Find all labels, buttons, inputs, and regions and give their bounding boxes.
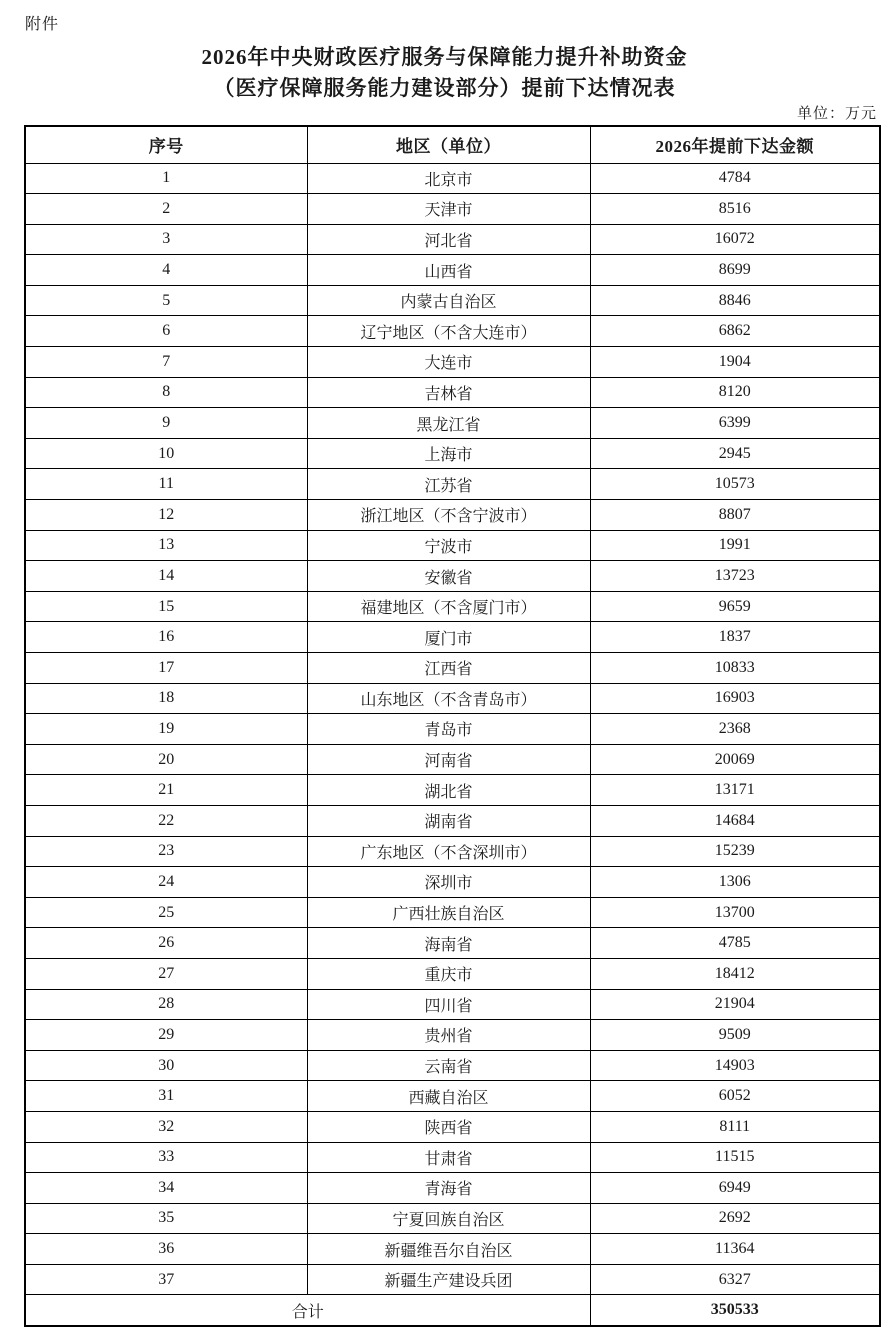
region-cell: 河南省 xyxy=(307,744,590,775)
region-cell: 新疆维吾尔自治区 xyxy=(307,1234,590,1265)
region-cell: 黑龙江省 xyxy=(307,408,590,439)
serial-number-cell: 14 xyxy=(25,561,307,592)
table-row xyxy=(25,255,880,286)
region-cell: 广东地区（不含深圳市） xyxy=(307,836,590,867)
region-cell: 甘肃省 xyxy=(307,1142,590,1173)
table-row xyxy=(25,316,880,347)
table-row xyxy=(25,928,880,959)
table-row xyxy=(25,683,880,714)
region-cell: 厦门市 xyxy=(307,622,590,653)
region-cell: 湖北省 xyxy=(307,775,590,806)
table-row xyxy=(25,1050,880,1081)
region-cell: 四川省 xyxy=(307,989,590,1020)
amount-cell: 14684 xyxy=(590,805,880,836)
table-header-row xyxy=(25,126,880,163)
serial-number-cell: 19 xyxy=(25,714,307,745)
serial-number-cell: 26 xyxy=(25,928,307,959)
table-row xyxy=(25,1203,880,1234)
region-cell: 福建地区（不含厦门市） xyxy=(307,591,590,622)
table-footer xyxy=(25,1295,880,1326)
serial-number-cell: 18 xyxy=(25,683,307,714)
amount-cell: 1837 xyxy=(590,622,880,653)
amount-cell: 6862 xyxy=(590,316,880,347)
serial-number-cell: 28 xyxy=(25,989,307,1020)
serial-number-cell: 3 xyxy=(25,224,307,255)
serial-number-cell: 33 xyxy=(25,1142,307,1173)
amount-cell: 8846 xyxy=(590,285,880,316)
region-cell: 海南省 xyxy=(307,928,590,959)
region-cell: 内蒙古自治区 xyxy=(307,285,590,316)
region-cell: 山西省 xyxy=(307,255,590,286)
amount-cell: 13700 xyxy=(590,897,880,928)
table-row xyxy=(25,1081,880,1112)
amount-cell: 10573 xyxy=(590,469,880,500)
region-cell: 深圳市 xyxy=(307,867,590,898)
serial-number-cell: 6 xyxy=(25,316,307,347)
amount-cell: 16072 xyxy=(590,224,880,255)
table-row xyxy=(25,591,880,622)
amount-cell: 8516 xyxy=(590,194,880,225)
amount-cell: 2368 xyxy=(590,714,880,745)
table-row xyxy=(25,347,880,378)
table-row xyxy=(25,408,880,439)
table-row xyxy=(25,561,880,592)
total-label-cell: 合计 xyxy=(25,1295,590,1326)
serial-number-cell: 20 xyxy=(25,744,307,775)
header-serial-number: 序号 xyxy=(25,126,307,163)
region-cell: 山东地区（不含青岛市） xyxy=(307,683,590,714)
amount-cell: 1306 xyxy=(590,867,880,898)
serial-number-cell: 10 xyxy=(25,438,307,469)
serial-number-cell: 5 xyxy=(25,285,307,316)
amount-cell: 8807 xyxy=(590,500,880,531)
serial-number-cell: 29 xyxy=(25,1020,307,1051)
table-row xyxy=(25,836,880,867)
table-row xyxy=(25,224,880,255)
table-row xyxy=(25,194,880,225)
serial-number-cell: 9 xyxy=(25,408,307,439)
amount-cell: 4784 xyxy=(590,163,880,194)
table-row xyxy=(25,958,880,989)
serial-number-cell: 30 xyxy=(25,1050,307,1081)
header-region: 地区（单位） xyxy=(307,126,590,163)
page-title-line1: 2026年中央财政医疗服务与保障能力提升补助资金 xyxy=(201,45,688,69)
amount-cell: 6327 xyxy=(590,1264,880,1295)
amount-cell: 6399 xyxy=(590,408,880,439)
region-cell: 江西省 xyxy=(307,653,590,684)
table-header xyxy=(25,126,880,163)
table-row xyxy=(25,500,880,531)
table-row xyxy=(25,1111,880,1142)
serial-number-cell: 23 xyxy=(25,836,307,867)
amount-cell: 1904 xyxy=(590,347,880,378)
region-cell: 青岛市 xyxy=(307,714,590,745)
table-row xyxy=(25,1234,880,1265)
table-row xyxy=(25,469,880,500)
serial-number-cell: 37 xyxy=(25,1264,307,1295)
page-title xyxy=(0,42,889,104)
table-row xyxy=(25,377,880,408)
region-cell: 浙江地区（不含宁波市） xyxy=(307,500,590,531)
total-amount-cell: 350533 xyxy=(590,1295,880,1326)
serial-number-cell: 32 xyxy=(25,1111,307,1142)
serial-number-cell: 36 xyxy=(25,1234,307,1265)
region-cell: 江苏省 xyxy=(307,469,590,500)
serial-number-cell: 31 xyxy=(25,1081,307,1112)
amount-cell: 8111 xyxy=(590,1111,880,1142)
region-cell: 陕西省 xyxy=(307,1111,590,1142)
amount-cell: 8120 xyxy=(590,377,880,408)
region-cell: 西藏自治区 xyxy=(307,1081,590,1112)
region-cell: 宁波市 xyxy=(307,530,590,561)
table-row xyxy=(25,653,880,684)
serial-number-cell: 21 xyxy=(25,775,307,806)
table-row xyxy=(25,622,880,653)
allocation-table xyxy=(24,125,881,1327)
table-body xyxy=(25,163,880,1295)
amount-cell: 9509 xyxy=(590,1020,880,1051)
serial-number-cell: 34 xyxy=(25,1173,307,1204)
serial-number-cell: 24 xyxy=(25,867,307,898)
table-row xyxy=(25,1142,880,1173)
table-row xyxy=(25,867,880,898)
serial-number-cell: 25 xyxy=(25,897,307,928)
amount-cell: 14903 xyxy=(590,1050,880,1081)
serial-number-cell: 8 xyxy=(25,377,307,408)
region-cell: 广西壮族自治区 xyxy=(307,897,590,928)
amount-cell: 16903 xyxy=(590,683,880,714)
region-cell: 宁夏回族自治区 xyxy=(307,1203,590,1234)
table-row xyxy=(25,775,880,806)
amount-cell: 8699 xyxy=(590,255,880,286)
table-row xyxy=(25,897,880,928)
total-row xyxy=(25,1295,880,1326)
amount-cell: 13723 xyxy=(590,561,880,592)
region-cell: 辽宁地区（不含大连市） xyxy=(307,316,590,347)
region-cell: 河北省 xyxy=(307,224,590,255)
amount-cell: 13171 xyxy=(590,775,880,806)
region-cell: 重庆市 xyxy=(307,958,590,989)
unit-note: 单位：万元 xyxy=(796,106,877,122)
table-row xyxy=(25,163,880,194)
amount-cell: 2945 xyxy=(590,438,880,469)
serial-number-cell: 1 xyxy=(25,163,307,194)
table-row xyxy=(25,1020,880,1051)
amount-cell: 9659 xyxy=(590,591,880,622)
region-cell: 上海市 xyxy=(307,438,590,469)
table-row xyxy=(25,744,880,775)
table-row xyxy=(25,714,880,745)
serial-number-cell: 7 xyxy=(25,347,307,378)
serial-number-cell: 16 xyxy=(25,622,307,653)
amount-cell: 15239 xyxy=(590,836,880,867)
amount-cell: 20069 xyxy=(590,744,880,775)
table-row xyxy=(25,805,880,836)
region-cell: 湖南省 xyxy=(307,805,590,836)
region-cell: 新疆生产建设兵团 xyxy=(307,1264,590,1295)
page-title-line2: （医疗保障服务能力建设部分）提前下达情况表 xyxy=(213,76,676,100)
amount-cell: 1991 xyxy=(590,530,880,561)
region-cell: 青海省 xyxy=(307,1173,590,1204)
serial-number-cell: 12 xyxy=(25,500,307,531)
amount-cell: 18412 xyxy=(590,958,880,989)
amount-cell: 6052 xyxy=(590,1081,880,1112)
table-row xyxy=(25,530,880,561)
serial-number-cell: 17 xyxy=(25,653,307,684)
amount-cell: 10833 xyxy=(590,653,880,684)
amount-cell: 11515 xyxy=(590,1142,880,1173)
serial-number-cell: 4 xyxy=(25,255,307,286)
serial-number-cell: 22 xyxy=(25,805,307,836)
serial-number-cell: 13 xyxy=(25,530,307,561)
serial-number-cell: 15 xyxy=(25,591,307,622)
table-row xyxy=(25,1264,880,1295)
region-cell: 天津市 xyxy=(307,194,590,225)
region-cell: 贵州省 xyxy=(307,1020,590,1051)
amount-cell: 21904 xyxy=(590,989,880,1020)
header-amount: 2026年提前下达金额 xyxy=(590,126,880,163)
serial-number-cell: 35 xyxy=(25,1203,307,1234)
serial-number-cell: 11 xyxy=(25,469,307,500)
region-cell: 吉林省 xyxy=(307,377,590,408)
amount-cell: 11364 xyxy=(590,1234,880,1265)
serial-number-cell: 27 xyxy=(25,958,307,989)
amount-cell: 2692 xyxy=(590,1203,880,1234)
table-row xyxy=(25,989,880,1020)
amount-cell: 4785 xyxy=(590,928,880,959)
table-row xyxy=(25,285,880,316)
region-cell: 北京市 xyxy=(307,163,590,194)
serial-number-cell: 2 xyxy=(25,194,307,225)
region-cell: 云南省 xyxy=(307,1050,590,1081)
amount-cell: 6949 xyxy=(590,1173,880,1204)
region-cell: 安徽省 xyxy=(307,561,590,592)
table-row xyxy=(25,1173,880,1204)
attachment-label: 附件 xyxy=(25,16,60,33)
region-cell: 大连市 xyxy=(307,347,590,378)
table-row xyxy=(25,438,880,469)
